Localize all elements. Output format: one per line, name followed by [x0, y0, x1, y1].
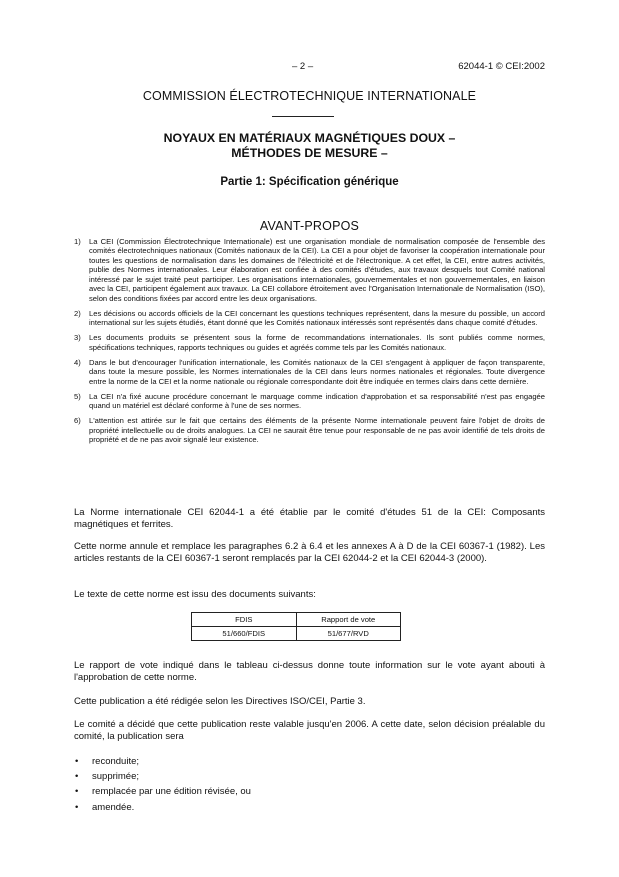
foreword-item	[74, 333, 545, 352]
foreword-item	[74, 309, 545, 328]
outcome-bullet-list	[74, 754, 251, 815]
title-line-2: MÉTHODES DE MESURE –	[231, 146, 388, 160]
paragraph-validity: Le comité a décidé que cette publication reste valable jusqu'en 2006. A cette date, selon décision préalable du comité, la publication sera	[74, 719, 545, 742]
document-reference: 62044-1 © CEI:2002	[458, 61, 545, 72]
commission-name: COMMISSION ÉLECTROTECHNIQUE INTERNATIONALE	[142, 89, 477, 103]
paragraph-documents-intro: Le texte de cette norme est issu des documents suivants:	[74, 589, 316, 600]
title-divider	[272, 116, 334, 117]
document-title	[0, 131, 619, 161]
foreword-item-text: L'attention est attirée sur le fait que certains des éléments de la présente Norme internationale peuvent faire l'objet de droits de propriété intellectuelle ou de droits analogues. La CEI ne saurait être tenue pour responsable de ne pas avoir identifié de tels droits de propriété et de ne pas avoir signalé leur existence.	[89, 416, 545, 445]
page-header	[0, 61, 619, 75]
table-cell: 51/677/RVD	[296, 627, 401, 641]
list-item-text: reconduite;	[92, 756, 140, 767]
foreword-item-number: 3)	[74, 333, 81, 343]
foreword-item	[74, 416, 545, 444]
foreword-item-text: Dans le but d'encourager l'unification internationale, les Comités nationaux de la CEI s'engagent à appliquer de façon transparente, dans toute la mesure possible, les Normes internationales de la CEI dans leurs normes nationales et régionales. Toute divergence entre la norme de la CEI et la norme nationale ou régionale correspondante doit être indiquée en termes clairs dans cette dernière.	[89, 357, 545, 386]
list-item	[74, 800, 251, 815]
list-item-text: remplacée par une édition révisée, ou	[92, 786, 251, 798]
foreword-item-number: 4)	[74, 357, 81, 367]
bullet-icon: •	[75, 756, 79, 767]
document-subtitle: Partie 1: Spécification générique	[220, 176, 399, 188]
foreword-item-number: 1)	[74, 237, 81, 246]
bullet-icon: •	[75, 801, 79, 813]
foreword-item-text: La CEI (Commission Électrotechnique Internationale) est une organisation mondiale de normalisation composée de l'ensemble des comités électrotechniques nationaux (Comités nationaux de la CEI). La CEI a pour objet de favoriser la coopération internationale pour toutes les questions de normalisation dans les domaines de l'électricité et de l'électronique. A cet effet, la CEI, entre autres activités, publie des Normes internationales. Leur élaboration est confiée à des comités d'études, aux travaux desquels tout Comité national intéressé par le sujet traité peut participer. Les organisations internationales, gouvernementales et non gouvernementales, en liaison avec la CEI, participent également aux travaux. La CEI collabore étroitement avec l'Organisation Internationale de Normalisation (ISO), selon des conditions fixées par accord entre les deux organisations.	[89, 237, 545, 303]
page-number: – 2 –	[292, 61, 314, 72]
list-item-text: supprimée;	[92, 771, 139, 783]
foreword-item-number: 2)	[74, 308, 81, 318]
foreword-item-number: 6)	[74, 416, 81, 426]
bullet-icon: •	[75, 786, 79, 798]
list-item	[74, 769, 251, 784]
table-header-cell: FDIS	[192, 613, 297, 627]
foreword-item	[74, 392, 545, 411]
foreword-item-text: Les documents produits se présentent sous la forme de recommandations internationales. Ils sont publiés comme normes, spécifications techniques, rapports techniques ou guides et agréés comme tels par les Comités nationaux.	[89, 333, 545, 352]
voting-documents-table	[191, 612, 401, 641]
paragraph-replacement: Cette norme annule et remplace les paragraphes 6.2 à 6.4 et les annexes A à D de la CEI 60367-1 (1982). Les articles restants de la CEI 60367-1 seront remplacés par la CEI 62044-2 et la CEI 62044-3 (2000).	[74, 541, 545, 564]
list-item-text: amendée.	[92, 801, 135, 813]
foreword-item	[74, 358, 545, 386]
paragraph-committee: La Norme internationale CEI 62044-1 a été établie par le comité d'études 51 de la CEI: Composants magnétiques et ferrites.	[74, 507, 545, 530]
title-line-1: NOYAUX EN MATÉRIAUX MAGNÉTIQUES DOUX –	[163, 131, 456, 145]
foreword-item-text: Les décisions ou accords officiels de la CEI concernant les questions techniques représentent, dans la mesure du possible, un accord international sur les sujets étudiés, étant donné que les Comités nationaux intéressés sont représentés dans chaque comité d'études.	[89, 308, 545, 328]
foreword-heading: AVANT-PROPOS	[259, 219, 360, 233]
paragraph-directives: Cette publication a été rédigée selon les Directives ISO/CEI, Partie 3.	[74, 696, 366, 707]
foreword-item-text: La CEI n'a fixé aucune procédure concernant le marquage comme indication d'approbation et sa responsabilité n'est pas engagée quand un matériel est déclaré conforme à l'une de ses normes.	[89, 391, 545, 411]
table-header-cell: Rapport de vote	[296, 613, 401, 627]
list-item	[74, 754, 251, 769]
list-item	[74, 784, 251, 799]
bullet-icon: •	[75, 771, 79, 783]
paragraph-voting-report: Le rapport de vote indiqué dans le tableau ci-dessus donne toute information sur le vote ayant abouti à l'approbation de cette norme.	[74, 660, 545, 683]
table-cell: 51/660/FDIS	[192, 627, 297, 641]
foreword-item	[74, 237, 545, 303]
foreword-list	[74, 237, 545, 450]
table-header-row	[192, 613, 401, 627]
foreword-item-number: 5)	[74, 391, 81, 401]
table-row	[192, 627, 401, 641]
